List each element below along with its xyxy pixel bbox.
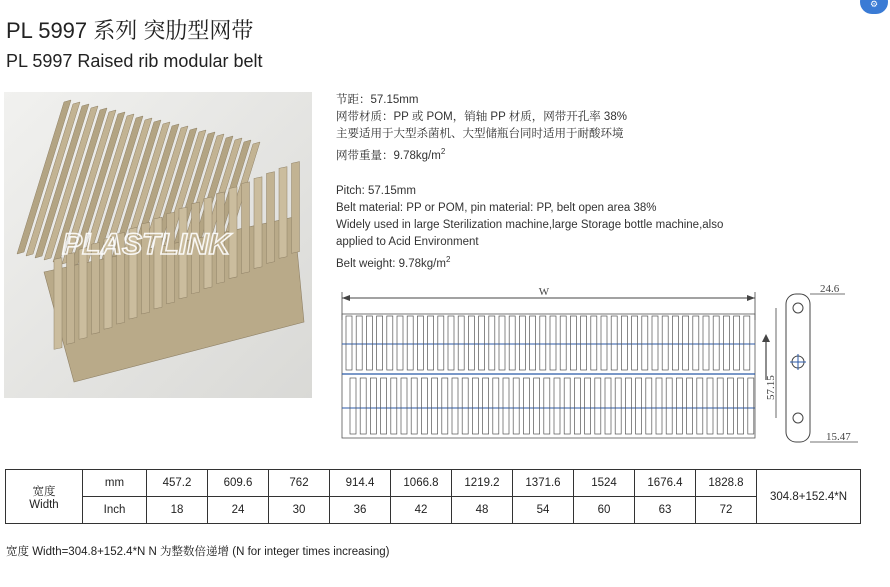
drawing-rib-bottom	[738, 378, 744, 434]
spec-cn-weight: 网带重量：9.78kg/m	[336, 149, 441, 162]
table-cell: 1219.2	[452, 470, 513, 497]
dim-top-label: 24.6	[820, 283, 840, 295]
drawing-rib-top	[499, 316, 505, 370]
drawing-rib-top	[479, 316, 485, 370]
table-cell: 1828.8	[696, 470, 757, 497]
profile-pin-top	[793, 303, 803, 313]
drawing-rib-bottom	[666, 378, 672, 434]
spec-cn-application: 主要适用于大型杀菌机、大型储瓶台同时适用于耐酸环境	[336, 128, 624, 140]
drawing-rib-bottom	[370, 378, 376, 434]
spec-en-weight-row	[336, 251, 723, 273]
drawing-rib-bottom	[615, 378, 621, 434]
page-title-en: PL 5997 Raised rib modular belt	[6, 51, 263, 71]
drawing-rib-top	[346, 316, 352, 370]
table-row-mm	[6, 470, 861, 497]
drawing-rib-top	[489, 316, 495, 370]
spec-en-weight-sup: 2	[445, 255, 451, 264]
table-cell: 457.2	[147, 470, 208, 497]
spec-cn-weight-sup: 2	[440, 147, 446, 156]
table-cell: 72	[696, 497, 757, 524]
unit-mm-cell: mm	[83, 470, 147, 497]
drawing-rib-top	[560, 316, 566, 370]
drawing-rib-bottom	[564, 378, 570, 434]
drawing-rib-top	[519, 316, 525, 370]
drawing-rib-top	[683, 316, 689, 370]
belt-technical-drawing	[330, 280, 875, 450]
table-row-inch	[6, 497, 861, 524]
drawing-rib-bottom	[523, 378, 529, 434]
drawing-rib-top	[713, 316, 719, 370]
technical-drawing	[330, 280, 875, 450]
drawing-rib-top	[662, 316, 668, 370]
spec-cn-pitch: 节距：57.15mm	[336, 94, 419, 106]
drawing-rib-top	[448, 316, 454, 370]
drawing-rib-top	[428, 316, 434, 370]
drawing-rib-top	[550, 316, 556, 370]
drawing-rib-top	[438, 316, 444, 370]
table-cell: 914.4	[330, 470, 391, 497]
table-cell: 42	[391, 497, 452, 524]
spec-block-en	[336, 183, 723, 273]
drawing-rib-top	[407, 316, 413, 370]
table-cell: 1066.8	[391, 470, 452, 497]
dim-bottom-label: 15.47	[826, 431, 851, 443]
width-arrow-left	[342, 295, 350, 301]
drawing-rib-bottom	[646, 378, 652, 434]
photo-rib-lower	[292, 162, 300, 254]
corner-badge[interactable]: ⚙	[860, 0, 888, 14]
belt-photo	[4, 92, 312, 398]
drawing-rib-bottom	[544, 378, 550, 434]
drawing-rib-top	[570, 316, 576, 370]
spec-en-pitch: Pitch: 57.15mm	[336, 185, 416, 197]
width-label-en: Width	[29, 498, 59, 511]
drawing-rib-top	[540, 316, 546, 370]
drawing-rib-top	[723, 316, 729, 370]
drawing-rib-bottom	[697, 378, 703, 434]
width-label: W	[538, 286, 550, 298]
drawing-rib-top	[601, 316, 607, 370]
drawing-rib-top	[417, 316, 423, 370]
drawing-rib-bottom	[462, 378, 468, 434]
dim-pitch-label: 57.15	[765, 375, 777, 400]
drawing-rib-top	[642, 316, 648, 370]
width-label-cn: 宽度	[32, 485, 56, 498]
drawing-rib-bottom	[483, 378, 489, 434]
drawing-rib-top	[366, 316, 372, 370]
photo-rib-lower	[67, 253, 75, 345]
drawing-rib-top	[693, 316, 699, 370]
spec-en-weight: Belt weight: 9.78kg/m	[336, 257, 446, 270]
table-cell: 36	[330, 497, 391, 524]
belt-photo-illustration	[4, 92, 312, 398]
drawing-rib-bottom	[687, 378, 693, 434]
photo-rib-lower	[79, 248, 87, 340]
width-spec-table	[5, 469, 861, 524]
drawing-rib-bottom	[585, 378, 591, 434]
drawing-rib-top	[397, 316, 403, 370]
direction-arrow-head	[762, 334, 770, 342]
table-cell: 63	[635, 497, 696, 524]
spec-en-application-cont: applied to Acid Environment	[336, 236, 479, 248]
drawing-rib-bottom	[595, 378, 601, 434]
table-cell: 18	[147, 497, 208, 524]
spec-en-material: Belt material: PP or POM, pin material: PP, belt open area 38%	[336, 202, 657, 214]
drawing-rib-bottom	[707, 378, 713, 434]
table-cell: 609.6	[208, 470, 269, 497]
drawing-rib-top	[672, 316, 678, 370]
drawing-rib-bottom	[421, 378, 427, 434]
drawing-rib-bottom	[717, 378, 723, 434]
unit-inch-cell: Inch	[83, 497, 147, 524]
drawing-rib-top	[387, 316, 393, 370]
formula-cell: 304.8+152.4*N	[757, 470, 861, 524]
drawing-rib-top	[591, 316, 597, 370]
drawing-rib-top	[734, 316, 740, 370]
drawing-rib-bottom	[411, 378, 417, 434]
drawing-rib-bottom	[748, 378, 754, 434]
spec-cn-material: 网带材质：PP 或 POM，销轴 PP 材质，网带开孔率 38%	[336, 111, 627, 123]
drawing-rib-bottom	[350, 378, 356, 434]
drawing-rib-top	[703, 316, 709, 370]
drawing-rib-bottom	[432, 378, 438, 434]
drawing-rib-bottom	[442, 378, 448, 434]
drawing-rib-bottom	[401, 378, 407, 434]
drawing-rib-top	[458, 316, 464, 370]
page-title-cn: PL 5997 系列 突肋型网带	[6, 18, 254, 43]
watermark-text: PLASTLINK	[62, 228, 231, 261]
drawing-rib-top	[468, 316, 474, 370]
drawing-rib-bottom	[676, 378, 682, 434]
photo-rib-lower	[242, 182, 250, 274]
table-cell: 30	[269, 497, 330, 524]
drawing-rib-bottom	[534, 378, 540, 434]
table-cell: 24	[208, 497, 269, 524]
table-cell: 1676.4	[635, 470, 696, 497]
drawing-rib-bottom	[452, 378, 458, 434]
spec-block-cn	[336, 92, 627, 165]
table-cell: 60	[574, 497, 635, 524]
drawing-rib-top	[621, 316, 627, 370]
drawing-rib-top	[652, 316, 658, 370]
table-cell: 1371.6	[513, 470, 574, 497]
width-footnote: 宽度 Width=304.8+152.4*N N 为整数倍递增 (N for integer times increasing)	[6, 546, 390, 558]
drawing-rib-bottom	[391, 378, 397, 434]
profile-pin-bottom	[793, 413, 803, 423]
width-arrow-right	[747, 295, 755, 301]
drawing-rib-bottom	[625, 378, 631, 434]
table-cell: 762	[269, 470, 330, 497]
drawing-rib-bottom	[656, 378, 662, 434]
spec-en-application: Widely used in large Sterilization machine,large Storage bottle machine,also	[336, 219, 724, 231]
table-cell: 48	[452, 497, 513, 524]
drawing-rib-top	[744, 316, 750, 370]
drawing-rib-top	[611, 316, 617, 370]
drawing-rib-bottom	[472, 378, 478, 434]
drawing-rib-top	[581, 316, 587, 370]
table-cell: 1524	[574, 470, 635, 497]
table-cell: 54	[513, 497, 574, 524]
drawing-rib-top	[530, 316, 536, 370]
drawing-rib-bottom	[636, 378, 642, 434]
drawing-rib-bottom	[554, 378, 560, 434]
photo-rib-lower	[54, 258, 62, 350]
drawing-rib-bottom	[381, 378, 387, 434]
drawing-rib-bottom	[493, 378, 499, 434]
drawing-rib-top	[377, 316, 383, 370]
drawing-rib-bottom	[503, 378, 509, 434]
drawing-rib-bottom	[360, 378, 366, 434]
photo-rib-lower	[279, 167, 287, 259]
drawing-rib-bottom	[727, 378, 733, 434]
drawing-rib-bottom	[605, 378, 611, 434]
width-header-cell	[6, 470, 83, 524]
photo-rib-lower	[267, 172, 275, 264]
drawing-rib-top	[509, 316, 515, 370]
drawing-rib-top	[632, 316, 638, 370]
drawing-rib-bottom	[574, 378, 580, 434]
drawing-rib-bottom	[513, 378, 519, 434]
drawing-rib-top	[356, 316, 362, 370]
photo-rib-lower	[254, 177, 262, 269]
spec-cn-weight-row	[336, 143, 627, 165]
